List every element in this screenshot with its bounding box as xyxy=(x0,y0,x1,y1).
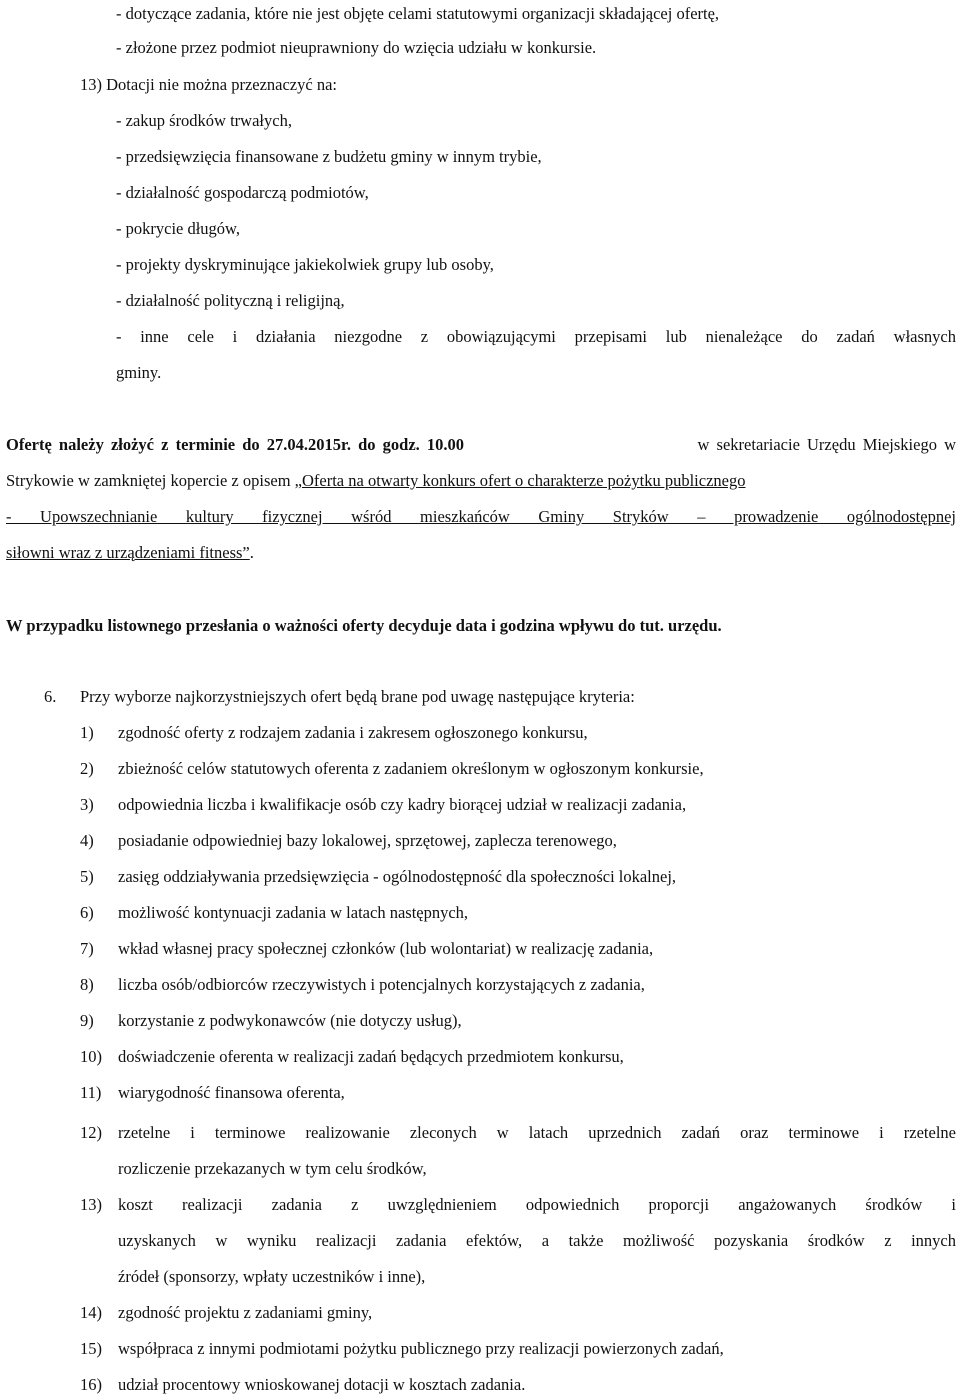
point-13-item: - działalność gospodarczą podmiotów, xyxy=(116,183,369,202)
criterion-number: 10) xyxy=(80,1047,102,1066)
point-13-item: - działalność polityczną i religijną, xyxy=(116,291,345,310)
criterion-16: udział procentowy wnioskowanej dotacji w kosztach zadania. xyxy=(118,1375,526,1394)
criterion-text: zasięg oddziaływania przedsięwzięcia - ogólnodostępność dla społeczności lokalnej, xyxy=(118,867,677,886)
section-6-header: Przy wyborze najkorzystniejszych ofert będą brane pod uwagę następujące kryteria: xyxy=(80,687,635,706)
criterion-13-cont-2: źródeł (sponsorzy, wpłaty uczestników i inne), xyxy=(118,1267,426,1286)
criterion-13: koszt realizacji zadania z uwzględnieniem odpowiednich proporcji angażowanych środków i xyxy=(118,1195,956,1214)
point-13-item: - przedsięwzięcia finansowane z budżetu gminy w innym trybie, xyxy=(116,147,542,166)
point-13-item: - zakup środków trwałych, xyxy=(116,111,292,130)
deadline-envelope: Strykowie w zamkniętej kopercie z opisem xyxy=(6,471,295,490)
criterion-14: zgodność projektu z zadaniami gminy, xyxy=(118,1303,373,1322)
criterion-number: 4) xyxy=(80,831,94,850)
criterion-number: 5) xyxy=(80,867,94,886)
criterion-text: liczba osób/odbiorców rzeczywistych i potencjalnych korzystających z zadania, xyxy=(118,975,645,994)
criterion-text: korzystanie z podwykonawców (nie dotyczy usług), xyxy=(118,1011,462,1030)
criterion-text: wkład własnej pracy społecznej członków (lub wolontariat) w realizację zadania, xyxy=(118,939,654,958)
criterion-text: odpowiednia liczba i kwalifikacje osób czy kadry biorącej udział w realizacji zadania, xyxy=(118,795,687,814)
criterion-text: zgodność oferty z rodzajem zadania i zakresem ogłoszonego konkursu, xyxy=(118,723,588,742)
criterion-text: posiadanie odpowiedniej bazy lokalowej, sprzętowej, zaplecza terenowego, xyxy=(118,831,617,850)
offer-title-cont: - Upowszechnianie kultury fizycznej wśród mieszkańców Gminy Stryków – prowadzenie ogólnodostępnej xyxy=(6,507,956,526)
criterion-number: 6) xyxy=(80,903,94,922)
point-13-item-last: - inne cele i działania niezgodne z obowiązującymi przepisami lub nienależące do zadań własnych xyxy=(116,327,956,346)
criterion-number: 2) xyxy=(80,759,94,778)
prev-line-2: - złożone przez podmiot nieuprawniony do wzięcia udziału w konkursie. xyxy=(116,38,597,57)
criterion-12-cont: rozliczenie przekazanych w tym celu środków, xyxy=(118,1159,427,1178)
deadline-line-1 xyxy=(6,435,956,455)
deadline-place: w sekretariacie Urzędu Miejskiego w xyxy=(697,435,956,454)
offer-title-period: . xyxy=(249,543,254,562)
criterion-text: możliwość kontynuacji zadania w latach następnych, xyxy=(118,903,469,922)
criterion-number: 8) xyxy=(80,975,94,994)
deadline-line-4 xyxy=(6,543,254,563)
mail-note: W przypadku listownego przesłania o ważności oferty decyduje data i godzina wpływu do tut. urzędu. xyxy=(6,616,722,635)
section-6-number: 6. xyxy=(44,687,57,706)
criterion-text: doświadczenie oferenta w realizacji zadań będących przedmiotem konkursu, xyxy=(118,1047,624,1066)
criterion-13-cont: uzyskanych w wyniku realizacji zadania efektów, a także możliwość pozyskania środków z innych xyxy=(118,1231,956,1250)
criterion-number: 3) xyxy=(80,795,94,814)
point-13-item: - pokrycie długów, xyxy=(116,219,241,238)
point-13-item: - projekty dyskryminujące jakiekolwiek grupy lub osoby, xyxy=(116,255,494,274)
criterion-number: 1) xyxy=(80,723,94,742)
criterion-text: zbieżność celów statutowych oferenta z zadaniem określonym w ogłoszonym konkursie, xyxy=(118,759,704,778)
deadline-line-2 xyxy=(6,471,956,491)
offer-title-end: siłowni wraz z urządzeniami fitness” xyxy=(6,543,250,562)
criterion-number: 13) xyxy=(80,1195,102,1214)
offer-title: „Oferta na otwarty konkurs ofert o charakterze pożytku publicznego xyxy=(294,471,746,490)
criterion-number: 15) xyxy=(80,1339,102,1358)
deadline-bold: Ofertę należy złożyć z terminie do 27.04.2015r. do godz. 10.00 xyxy=(6,435,465,454)
criterion-12: rzetelne i terminowe realizowanie zleconych w latach uprzednich zadań oraz terminowe i rzetelne xyxy=(118,1123,956,1142)
point-13-header: 13) Dotacji nie można przeznaczyć na: xyxy=(80,75,337,94)
criterion-number: 9) xyxy=(80,1011,94,1030)
prev-line-1: - dotyczące zadania, które nie jest objęte celami statutowymi organizacji składającej ofertę, xyxy=(116,4,720,23)
criterion-number: 7) xyxy=(80,939,94,958)
criterion-15: współpraca z innymi podmiotami pożytku publicznego przy realizacji powierzonych zadań, xyxy=(118,1339,724,1358)
criterion-number: 12) xyxy=(80,1123,102,1142)
criterion-text: wiarygodność finansowa oferenta, xyxy=(118,1083,345,1102)
point-13-item-last-cont: gminy. xyxy=(116,363,162,382)
criterion-number: 11) xyxy=(80,1083,102,1102)
criterion-number: 16) xyxy=(80,1375,102,1394)
criterion-number: 14) xyxy=(80,1303,102,1322)
